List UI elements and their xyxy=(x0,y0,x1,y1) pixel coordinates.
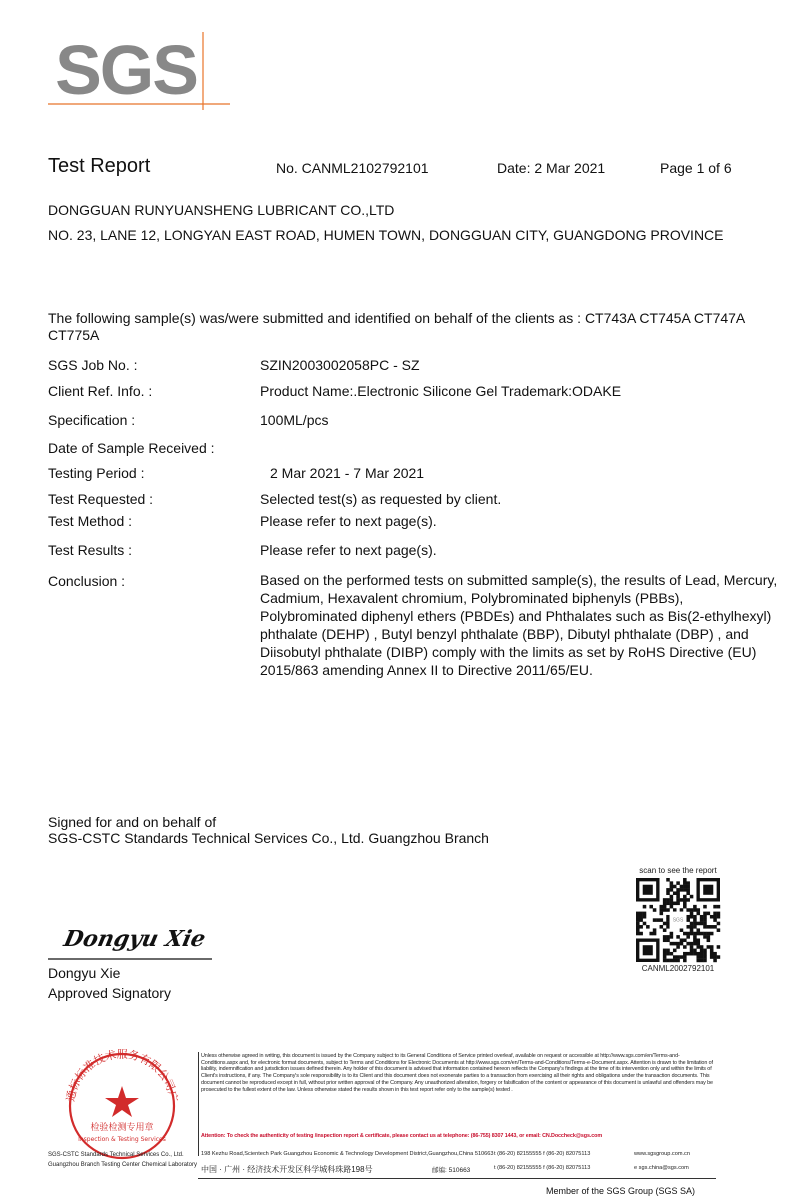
test-method-value: Please refer to next page(s). xyxy=(260,513,437,529)
footer-web-en: www.sgsgroup.com.cn xyxy=(634,1151,690,1157)
test-results-value: Please refer to next page(s). xyxy=(260,542,437,558)
footer-disclaimer: Unless otherwise agreed in writing, this document is issued by the Company subject to its General Conditions of Service printed overleaf, available on request or accessible at http://www.sgs.com/en/Terms-and-Conditions.aspx and, for electronic format documents, subject to Terms and Conditions for Electronic Documents at http://www.sgs.com/en/Terms-and-Conditions/Terms-e-Document.aspx. Attention is drawn to the limitation of liability, indemnification and jurisdiction issues defined therein. Any holder of this document is advised that information contained hereon reflects the Company's findings at the time of its intervention only and within the limits of Client's instructions, if any. The Company's sole responsibility is to its Client and this document does not exonerate parties to a transaction from exercising all their rights and obligations under the transaction documents. This document cannot be reproduced except in full, without prior written approval of the Company. Any unauthorized alteration, forgery or falsification of the content or appearance of this document is unlawful and offenders may be prosecuted to the fullest extent of the law. Unless otherwise stated the results shown in this test report refer only to the sample(s) tested . xyxy=(201,1053,713,1093)
test-results-label: Test Results : xyxy=(48,542,133,558)
test-requested-label: Test Requested : xyxy=(48,491,154,507)
company-seal xyxy=(52,1048,192,1160)
report-date: Date: 2 Mar 2021 xyxy=(497,160,606,176)
client-ref-label: Client Ref. Info. : xyxy=(48,383,153,399)
qr-block xyxy=(632,866,724,973)
sgs-logo-graphic xyxy=(48,32,230,110)
conclusion-label: Conclusion : xyxy=(48,573,126,589)
specification-value: 100ML/pcs xyxy=(260,412,329,428)
qr-code xyxy=(632,877,724,963)
signature-text: Dongyu Xie xyxy=(61,926,208,952)
footer-phone-en: t (86-20) 82155555 f (86-20) 82075113 xyxy=(494,1151,591,1157)
logo-text: SGS xyxy=(55,32,197,109)
qr-center-text: SGS xyxy=(672,917,684,924)
signatory-title: Approved Signatory xyxy=(48,985,171,1001)
client-name: DONGGUAN RUNYUANSHENG LUBRICANT CO.,LTD xyxy=(48,202,395,218)
footer-phone-cn: t (86-20) 82155555 f (86-20) 82075113 xyxy=(494,1165,591,1171)
footer-attention: Attention: To check the authenticity of testing /inspection report & certificate, please contact us at telephone: (86-755) 8307 1443, or email: CN.Doccheck@sgs.com xyxy=(201,1133,603,1139)
footer-divider xyxy=(198,1052,199,1156)
footer-address-en: 198 Kezhu Road,Scientech Park Guangzhou Economic & Technology Development District,Guangzhou,China 510663 xyxy=(201,1151,494,1157)
footer-post-cn: 邮编: 510663 xyxy=(432,1167,471,1174)
sgs-logo xyxy=(48,32,230,110)
signed-line-2: SGS-CSTC Standards Technical Services Co., Ltd. Guangzhou Branch xyxy=(48,830,489,846)
seal-caption-1: SGS-CSTC Standards Technical Services Co., Ltd. xyxy=(48,1152,184,1158)
signature-graphic xyxy=(48,912,214,960)
intro-text: The following sample(s) was/were submitted and identified on behalf of the clients as : CT743A CT745A CT747A CT775A xyxy=(48,310,745,343)
footer-web-cn: e sgs.china@sgs.com xyxy=(634,1165,689,1171)
report-number: No. CANML2102792101 xyxy=(276,160,429,176)
report-title: Test Report xyxy=(48,155,151,177)
client-ref-value: Product Name:.Electronic Silicone Gel Trademark:ODAKE xyxy=(260,383,622,399)
member-text: Member of the SGS Group (SGS SA) xyxy=(546,1186,696,1196)
signature xyxy=(48,912,214,960)
signatory-name: Dongyu Xie xyxy=(48,965,121,981)
qr-caption-top: scan to see the report xyxy=(639,866,717,875)
qr-caption-bottom: CANML2002792101 xyxy=(641,964,715,973)
specification-label: Specification : xyxy=(48,412,136,428)
seal-caption-2: Guangzhou Branch Testing Center Chemical Laboratory xyxy=(48,1162,197,1168)
date-received-label: Date of Sample Received : xyxy=(48,440,215,456)
seal-graphic xyxy=(52,1048,192,1160)
job-no-value: SZIN2003002058PC - SZ xyxy=(260,357,420,373)
conclusion-value: Based on the performed tests on submitted sample(s), the results of Lead, Mercury, Cadmium, Hexavalent chromium, Polybrominated biphenyls (PBBs), Polybrominated diphenyl ethers (PBDEs) and Phthalates such as Bis(2-ethylhexyl) phthalate (DEHP) , Butyl benzyl phthalate (BBP), Dibutyl phthalate (DBP) , and Diisobutyl phthalate (DIBP) comply with the limits as set by RoHS Directive (EU) 2015/863 amending Annex II to Directive 2011/65/EU. xyxy=(260,572,778,678)
page-indicator: Page 1 of 6 xyxy=(660,160,732,176)
seal-center-text: 检验检测专用章 xyxy=(90,1123,154,1133)
test-requested-value: Selected test(s) as requested by client. xyxy=(260,491,502,507)
client-address: NO. 23, LANE 12, LONGYAN EAST ROAD, HUMEN TOWN, DONGGUAN CITY, GUANGDONG PROVINCE xyxy=(48,227,724,243)
test-method-label: Test Method : xyxy=(48,513,133,529)
footer-rule xyxy=(198,1178,716,1179)
testing-period-value: 2 Mar 2021 - 7 Mar 2021 xyxy=(270,465,425,481)
testing-period-label: Testing Period : xyxy=(48,465,145,481)
footer-address-cn: 中国 · 广州 · 经济技术开发区科学城科珠路198号 xyxy=(201,1165,373,1174)
seal-outer-text: 通标标准技术服务有限公司广 xyxy=(64,1048,181,1103)
seal-english-text: Inspection & Testing Services xyxy=(78,1136,166,1143)
job-no-label: SGS Job No. : xyxy=(48,357,138,373)
signed-line-1: Signed for and on behalf of xyxy=(48,814,217,830)
